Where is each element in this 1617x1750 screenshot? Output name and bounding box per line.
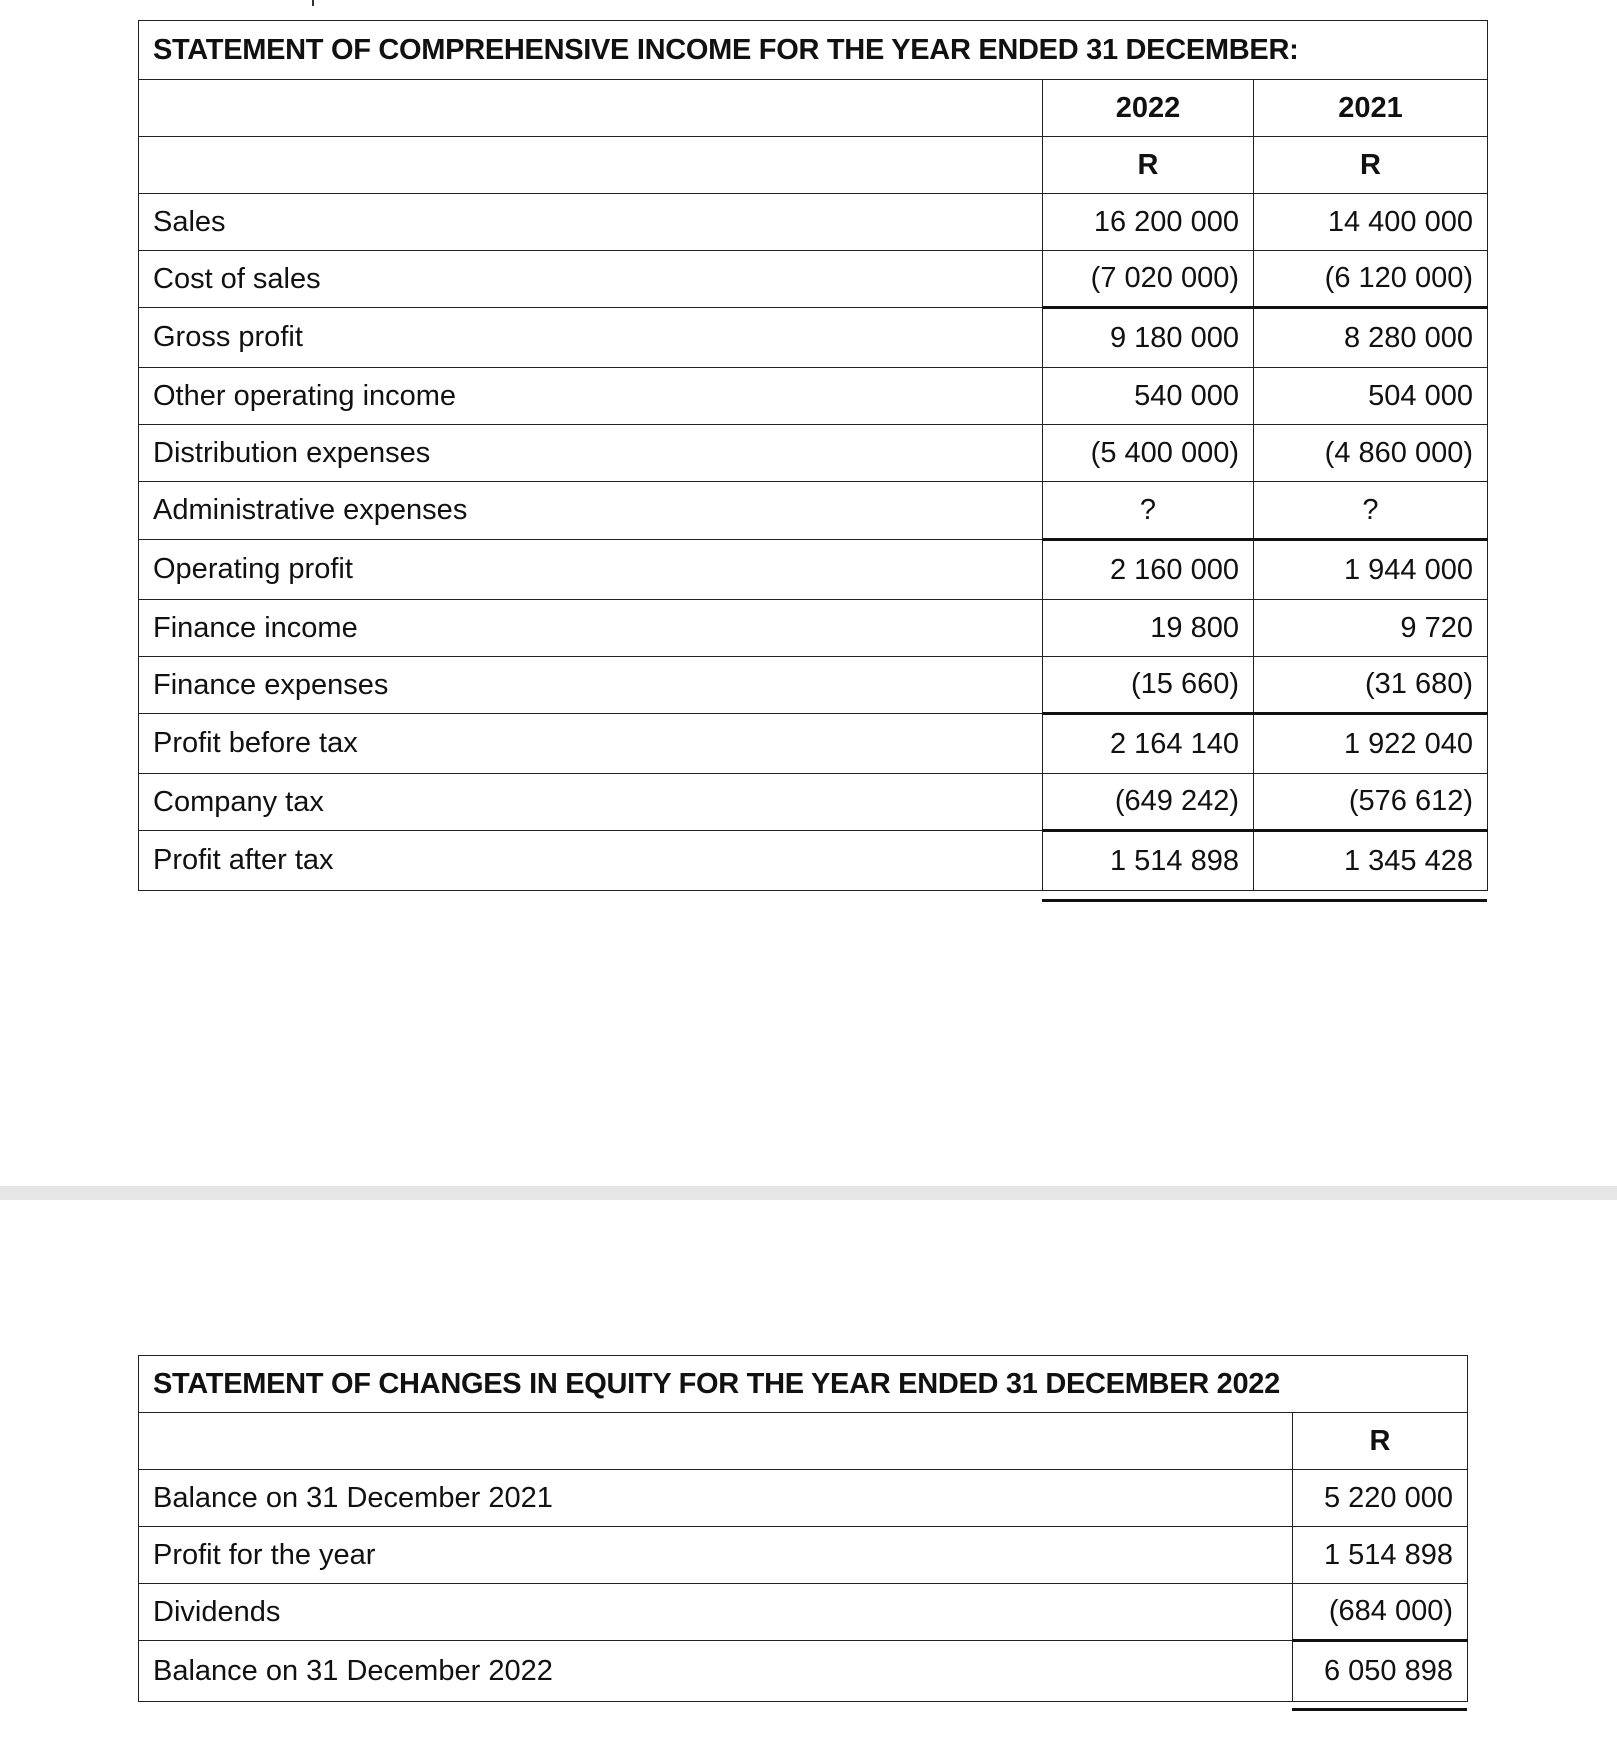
- equity-statement-table: [138, 1355, 1468, 1702]
- value-2022: 16 200 000: [1043, 194, 1254, 251]
- value-2021: 1 944 000: [1254, 540, 1488, 600]
- row-label: Gross profit: [139, 308, 1043, 368]
- equity-row-closing-balance: [139, 1641, 1468, 1702]
- row-label: Balance on 31 December 2021: [139, 1470, 1293, 1527]
- equity-currency-header: R: [1293, 1413, 1468, 1470]
- value-2021: 8 280 000: [1254, 308, 1488, 368]
- equity-row-dividends: [139, 1584, 1468, 1641]
- year-2022-header: 2022: [1043, 80, 1254, 137]
- row-label: Administrative expenses: [139, 482, 1043, 540]
- value-2022: 19 800: [1043, 600, 1254, 657]
- value-2022: (649 242): [1043, 774, 1254, 831]
- year-2021-header: 2021: [1254, 80, 1488, 137]
- equity-title-row: [139, 1356, 1468, 1413]
- value-2021: (576 612): [1254, 774, 1488, 831]
- row-label: Other operating income: [139, 368, 1043, 425]
- row-label: Finance income: [139, 600, 1043, 657]
- top-edge-mark: [312, 0, 314, 6]
- value-2021: 14 400 000: [1254, 194, 1488, 251]
- row-label: Balance on 31 December 2022: [139, 1641, 1293, 1702]
- income-row-administrative-expenses: [139, 482, 1488, 540]
- double-underline-income: [1042, 899, 1487, 902]
- equity-statement-title: STATEMENT OF CHANGES IN EQUITY FOR THE YEAR ENDED 31 DECEMBER 2022: [139, 1356, 1468, 1413]
- income-row-gross-profit: [139, 308, 1488, 368]
- row-label: Dividends: [139, 1584, 1293, 1641]
- income-statement-table: [138, 20, 1488, 891]
- row-label: Profit after tax: [139, 831, 1043, 891]
- value-2022: (5 400 000): [1043, 425, 1254, 482]
- equity-value: 1 514 898: [1293, 1527, 1468, 1584]
- value-2022: (15 660): [1043, 657, 1254, 714]
- value-2022: 540 000: [1043, 368, 1254, 425]
- row-label: Finance expenses: [139, 657, 1043, 714]
- value-2021: (4 860 000): [1254, 425, 1488, 482]
- equity-value: 5 220 000: [1293, 1470, 1468, 1527]
- value-2022: 2 160 000: [1043, 540, 1254, 600]
- income-row-finance-income: [139, 600, 1488, 657]
- income-row-profit-before-tax: [139, 714, 1488, 774]
- row-label: Operating profit: [139, 540, 1043, 600]
- empty-cell: [139, 1413, 1293, 1470]
- value-2021: (31 680): [1254, 657, 1488, 714]
- value-2022: (7 020 000): [1043, 251, 1254, 308]
- value-2021: ?: [1254, 482, 1488, 540]
- equity-row-opening-balance: [139, 1470, 1468, 1527]
- income-row-finance-expenses: [139, 657, 1488, 714]
- equity-row-profit-for-year: [139, 1527, 1468, 1584]
- value-2021: 9 720: [1254, 600, 1488, 657]
- value-2022: 9 180 000: [1043, 308, 1254, 368]
- row-label: Cost of sales: [139, 251, 1043, 308]
- value-2021: 1 922 040: [1254, 714, 1488, 774]
- income-row-cost-of-sales: [139, 251, 1488, 308]
- equity-value: (684 000): [1293, 1584, 1468, 1641]
- value-2021: 1 345 428: [1254, 831, 1488, 891]
- value-2022: ?: [1043, 482, 1254, 540]
- income-row-distribution-expenses: [139, 425, 1488, 482]
- income-title-row: [139, 21, 1488, 80]
- income-row-other-operating-income: [139, 368, 1488, 425]
- currency-2022-header: R: [1043, 137, 1254, 194]
- value-2021: 504 000: [1254, 368, 1488, 425]
- section-separator: [0, 1186, 1617, 1200]
- income-year-row: [139, 80, 1488, 137]
- income-row-sales: [139, 194, 1488, 251]
- empty-cell: [139, 137, 1043, 194]
- row-label: Sales: [139, 194, 1043, 251]
- income-row-operating-profit: [139, 540, 1488, 600]
- double-underline-equity: [1292, 1708, 1467, 1711]
- income-row-company-tax: [139, 774, 1488, 831]
- row-label: Profit for the year: [139, 1527, 1293, 1584]
- equity-currency-row: [139, 1413, 1468, 1470]
- row-label: Distribution expenses: [139, 425, 1043, 482]
- value-2022: 1 514 898: [1043, 831, 1254, 891]
- value-2022: 2 164 140: [1043, 714, 1254, 774]
- income-row-profit-after-tax: [139, 831, 1488, 891]
- empty-cell: [139, 80, 1043, 137]
- row-label: Profit before tax: [139, 714, 1043, 774]
- row-label: Company tax: [139, 774, 1043, 831]
- currency-2021-header: R: [1254, 137, 1488, 194]
- equity-value: 6 050 898: [1293, 1641, 1468, 1702]
- income-currency-row: [139, 137, 1488, 194]
- income-statement-title: STATEMENT OF COMPREHENSIVE INCOME FOR THE YEAR ENDED 31 DECEMBER:: [139, 21, 1488, 80]
- value-2021: (6 120 000): [1254, 251, 1488, 308]
